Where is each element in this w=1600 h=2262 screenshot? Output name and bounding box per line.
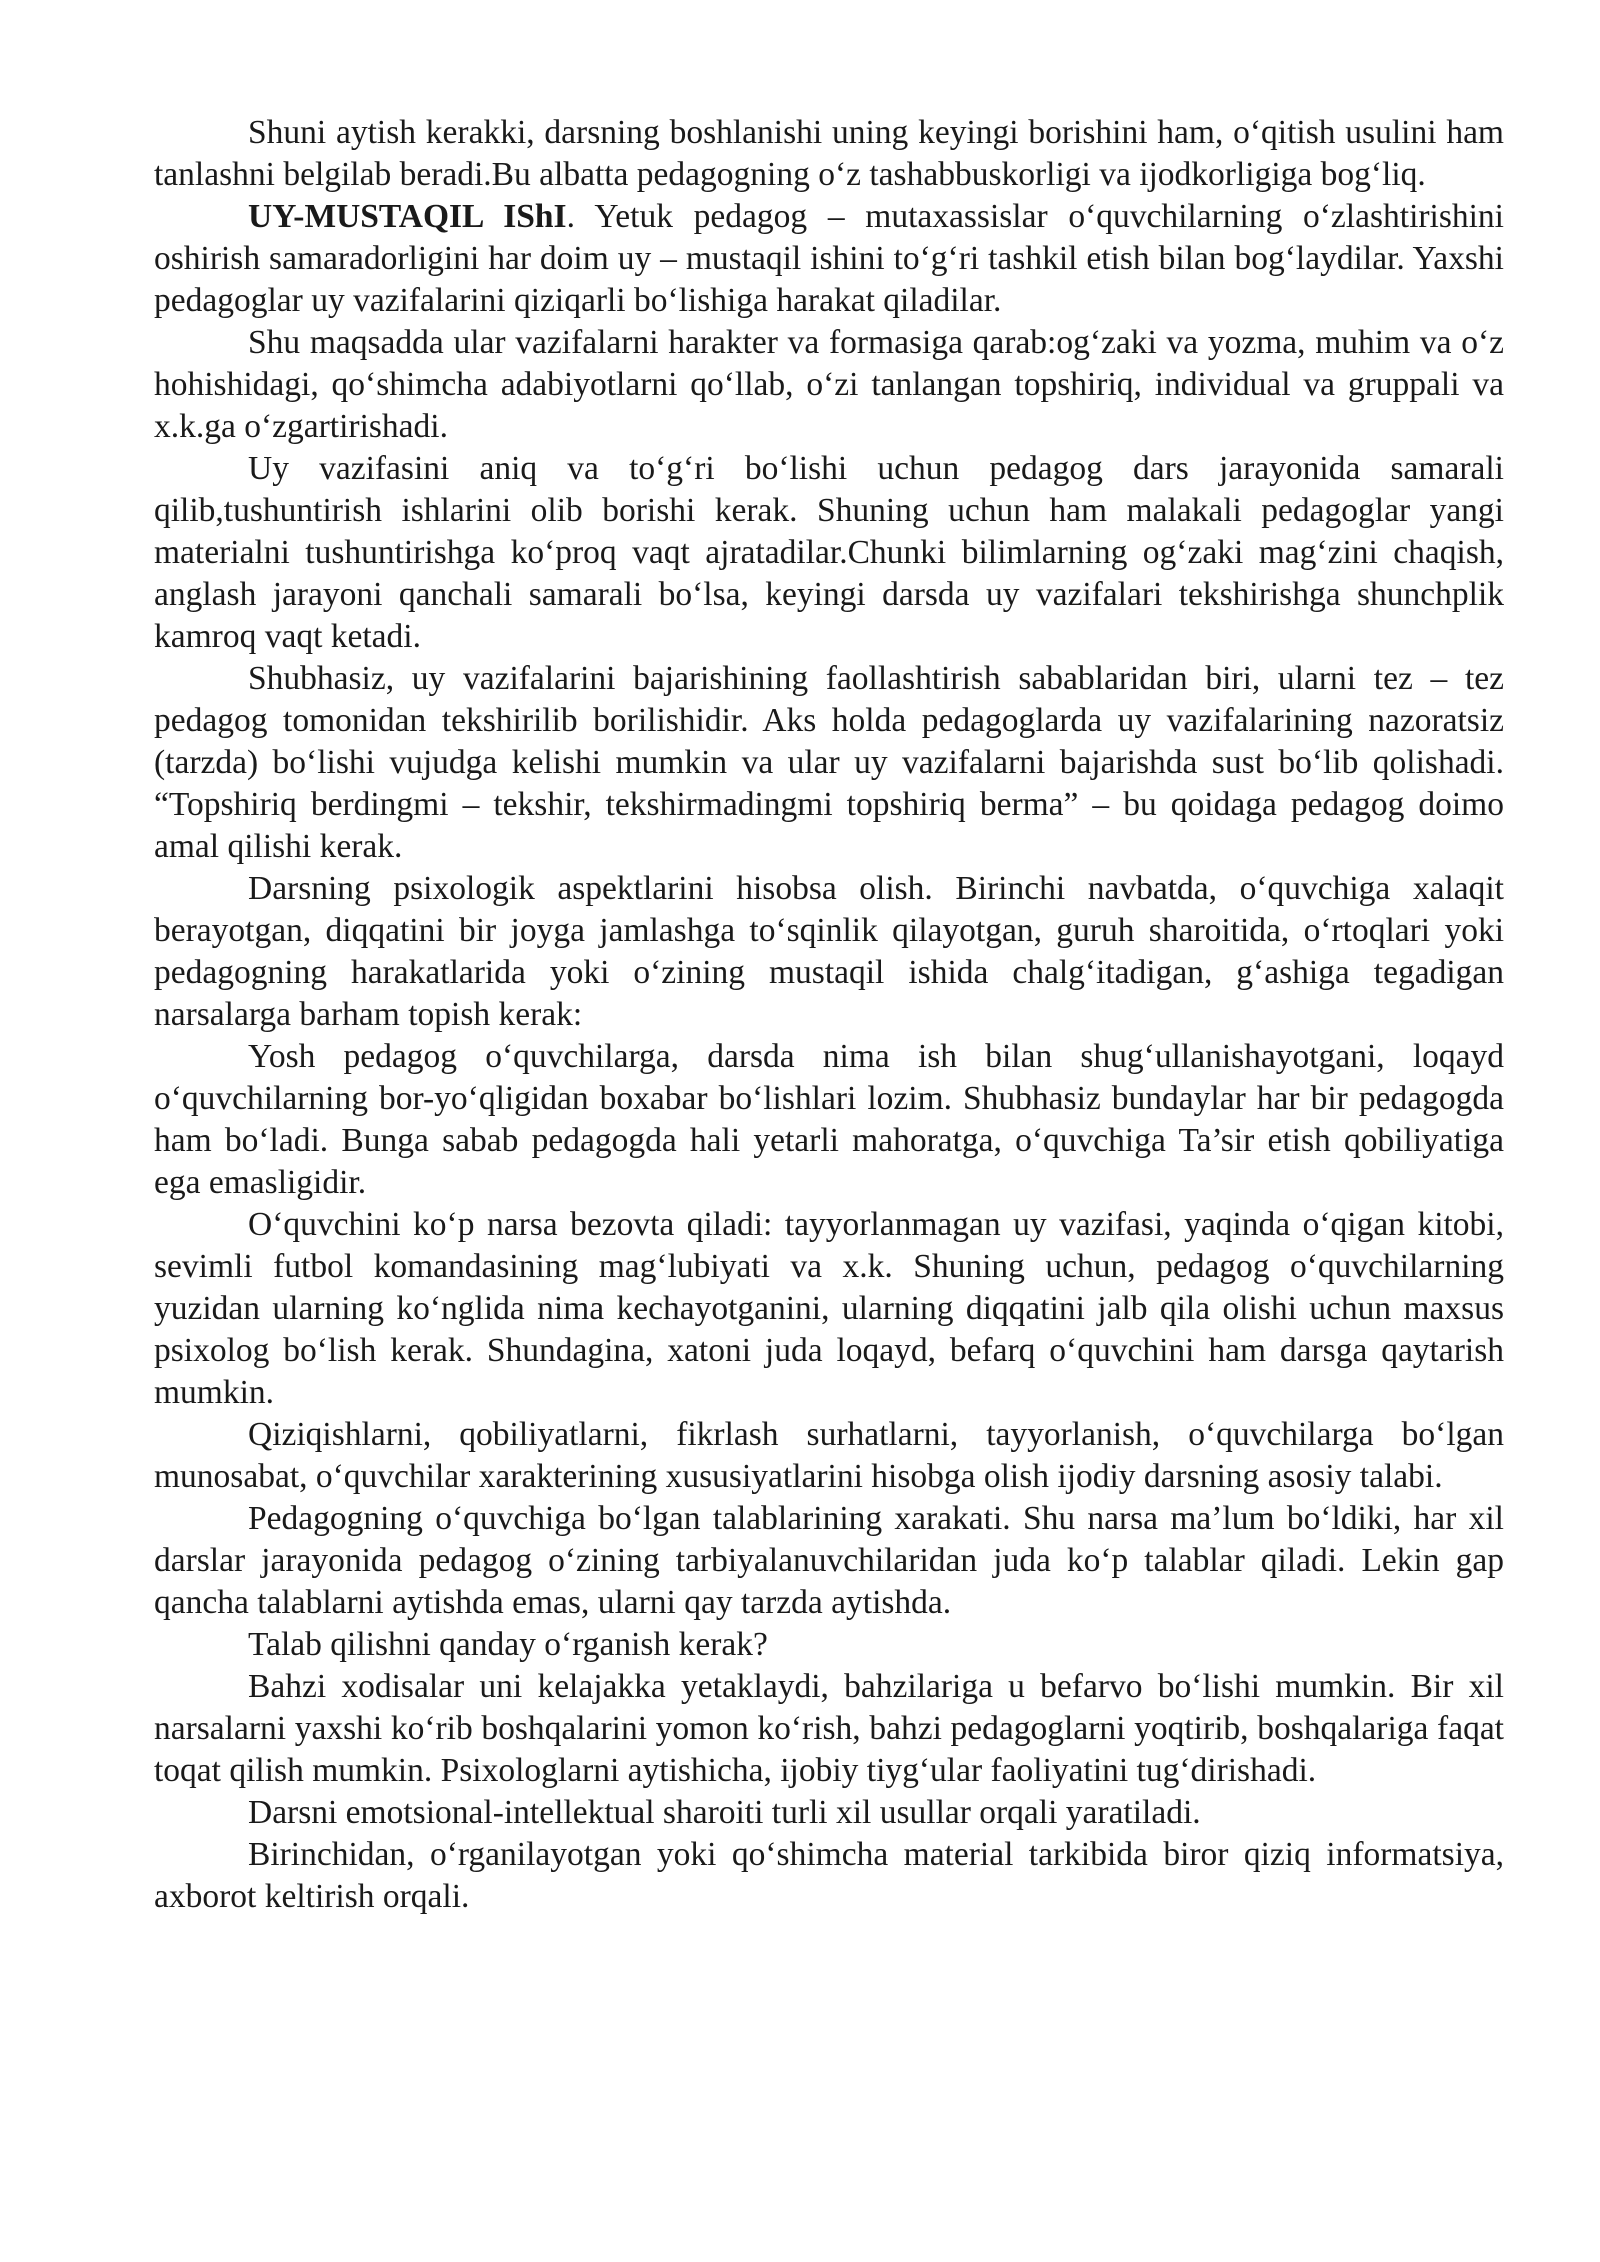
document-page [154, 112, 1504, 1918]
paragraph-2-text: . Yetuk pedagog – mutaxassislar o‘quvchilarning o‘zlashtirishini oshirish samaradorligini har doim uy – mustaqil ishini to‘g‘ri tashkil etish bilan bog‘laydilar. Yaxshi pedagoglar uy vazifalarini qiziqarli bo‘lishiga harakat qiladilar. [154, 198, 1504, 319]
paragraph-8: O‘quvchini ko‘p narsa bezovta qiladi: tayyorlanmagan uy vazifasi, yaqinda o‘qigan kitobi, sevimli futbol komandasining mag‘lubiyati va x.k. Shuning uchun, pedagog o‘quvchilarning yuzidan ularning ko‘nglida nima kechayotganini, ularning diqqatini jalb qila olishi uchun maxsus psixolog bo‘lish kerak. Shundagina, xatoni juda loqayd, befarq o‘quvchini ham darsga qaytarish mumkin. [154, 1206, 1504, 1411]
paragraph-9: Qiziqishlarni, qobiliyatlarni, fikrlash surhatlarni, tayyorlanish, o‘quvchilarga bo‘lgan munosabat, o‘quvchilar xarakterining xususiyatlarini hisobga olish ijodiy darsning asosiy talabi. [154, 1416, 1504, 1495]
paragraph-3: Shu maqsadda ular vazifalarni harakter va formasiga qarab:og‘zaki va yozma, muhim va o‘z hohishidagi, qo‘shimcha adabiyotlarni qo‘llab, o‘zi tanlangan topshiriq, individual va gruppali va x.k.ga o‘zgartirishadi. [154, 324, 1504, 445]
paragraph-10: Pedagogning o‘quvchiga bo‘lgan talablarining xarakati. Shu narsa ma’lum bo‘ldiki, har xil darslar jarayonida pedagog o‘zining tarbiyalanuvchilaridan juda ko‘p talablar qiladi. Lekin gap qancha talablarni aytishda emas, ularni qay tarzda aytishda. [154, 1500, 1504, 1621]
paragraph-14: Birinchidan, o‘rganilayotgan yoki qo‘shimcha material tarkibida biror qiziq informatsiya, axborot keltirish orqali. [154, 1836, 1504, 1915]
paragraph-4: Uy vazifasini aniq va to‘g‘ri bo‘lishi uchun pedagog dars jarayonida samarali qilib,tushuntirish ishlarini olib borishi kerak. Shuning uchun ham malakali pedagoglar yangi materialni tushuntirishga ko‘proq vaqt ajratadilar.Chunki bilimlarning og‘zaki mag‘zini chaqish, anglash jarayoni qanchali samarali bo‘lsa, keyingi darsda uy vazifalari tekshirishga shunchplik kamroq vaqt ketadi. [154, 450, 1504, 655]
paragraph-2 [154, 196, 1504, 322]
paragraph-7: Yosh pedagog o‘quvchilarga, darsda nima ish bilan shug‘ullanishayotgani, loqayd o‘quvchilarning bor-yo‘qligidan boxabar bo‘lishlari lozim. Shubhasiz bundaylar har bir pedagogda ham bo‘ladi. Bunga sabab pedagogda hali yetarli mahoratga, o‘quvchiga Ta’sir etish qobiliyatiga ega emasligidir. [154, 1038, 1504, 1201]
section-heading: UY-MUSTAQIL IShI [248, 198, 567, 235]
paragraph-13: Darsni emotsional-intellektual sharoiti turli xil usullar orqali yaratiladi. [248, 1794, 1201, 1831]
paragraph-1: Shuni aytish kerakki, darsning boshlanishi uning keyingi borishini ham, o‘qitish usulini ham tanlashni belgilab beradi.Bu albatta pedagogning o‘z tashabbuskorligi va ijodkorligiga bog‘liq. [154, 114, 1504, 193]
paragraph-11: Talab qilishni qanday o‘rganish kerak? [248, 1626, 768, 1663]
paragraph-12: Bahzi xodisalar uni kelajakka yetaklaydi, bahzilariga u befarvo bo‘lishi mumkin. Bir xil narsalarni yaxshi ko‘rib boshqalarini yomon ko‘rish, bahzi pedagoglarni yoqtirib, boshqalariga faqat toqat qilish mumkin. Psixologlarni aytishicha, ijobiy tiyg‘ular faoliyatini tug‘dirishadi. [154, 1668, 1504, 1789]
paragraph-6: Darsning psixologik aspektlarini hisobsa olish. Birinchi navbatda, o‘quvchiga xalaqit berayotgan, diqqatini bir joyga jamlashga to‘sqinlik qilayotgan, guruh sharoitida, o‘rtoqlari yoki pedagogning harakatlarida yoki o‘zining mustaqil ishida chalg‘itadigan, g‘ashiga tegadigan narsalarga barham topish kerak: [154, 870, 1504, 1033]
paragraph-5: Shubhasiz, uy vazifalarini bajarishining faollashtirish sabablaridan biri, ularni tez – tez pedagog tomonidan tekshirilib borilishidir. Aks holda pedagoglarda uy vazifalarining nazoratsiz (tarzda) bo‘lishi vujudga kelishi mumkin va ular uy vazifalarni bajarishda sust bo‘lib qolishadi. “Topshiriq berdingmi – tekshir, tekshirmadingmi topshiriq berma” – bu qoidaga pedagog doimo amal qilishi kerak. [154, 660, 1504, 865]
